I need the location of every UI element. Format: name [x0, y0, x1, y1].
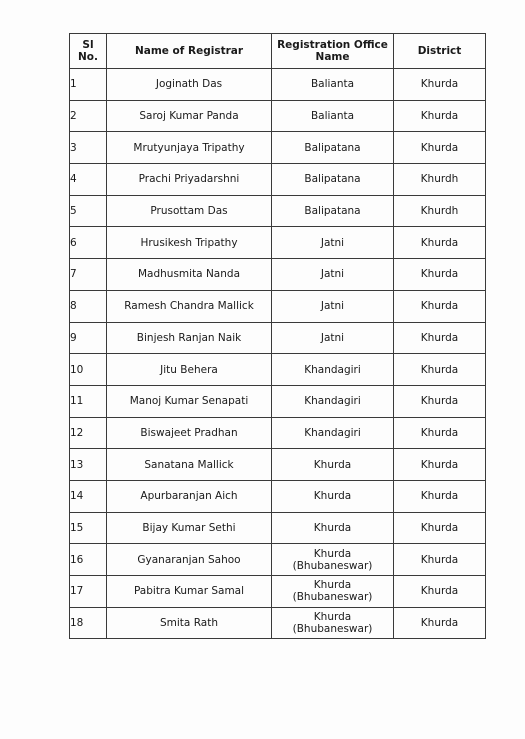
- cell-registrar-name: Sanatana Mallick: [107, 449, 272, 481]
- registrar-table: [69, 33, 486, 639]
- cell-district: Khurdh: [394, 164, 486, 196]
- header-sl-line-2: No.: [78, 51, 98, 63]
- header-name-of-registrar: Name of Registrar: [107, 34, 272, 69]
- cell-registration-office: Khandagiri: [272, 385, 394, 417]
- cell-district: Khurda: [394, 607, 486, 639]
- table-row: [70, 100, 486, 132]
- cell-sl-no: 14: [70, 480, 107, 512]
- cell-sl-no: 15: [70, 512, 107, 544]
- cell-district: Khurda: [394, 322, 486, 354]
- cell-registrar-name: Smita Rath: [107, 607, 272, 639]
- table-row: [70, 480, 486, 512]
- cell-district: Khurda: [394, 227, 486, 259]
- cell-registration-office: [272, 576, 394, 608]
- cell-registrar-name: Joginath Das: [107, 69, 272, 101]
- table-row: [70, 544, 486, 576]
- cell-sl-no: 4: [70, 164, 107, 196]
- header-registration-office: [272, 34, 394, 69]
- office-line: Khurda: [313, 547, 352, 560]
- cell-registration-office: Jatni: [272, 290, 394, 322]
- cell-district: Khurda: [394, 512, 486, 544]
- cell-registrar-name: Madhusmita Nanda: [107, 259, 272, 291]
- cell-registration-office: Khurda: [272, 480, 394, 512]
- cell-registration-office: Balipatana: [272, 132, 394, 164]
- cell-sl-no: 2: [70, 100, 107, 132]
- cell-sl-no: 1: [70, 69, 107, 101]
- table-row: [70, 576, 486, 608]
- cell-registration-office: Balipatana: [272, 164, 394, 196]
- header-sl-line-1: Sl: [82, 39, 94, 51]
- cell-registrar-name: Binjesh Ranjan Naik: [107, 322, 272, 354]
- cell-registration-office: [272, 607, 394, 639]
- table-row: [70, 259, 486, 291]
- cell-sl-no: 11: [70, 385, 107, 417]
- cell-sl-no: 5: [70, 195, 107, 227]
- cell-registrar-name: Hrusikesh Tripathy: [107, 227, 272, 259]
- cell-registrar-name: Apurbaranjan Aich: [107, 480, 272, 512]
- cell-sl-no: 13: [70, 449, 107, 481]
- cell-registrar-name: Gyanaranjan Sahoo: [107, 544, 272, 576]
- table-row: [70, 385, 486, 417]
- table-row: [70, 69, 486, 101]
- cell-district: Khurda: [394, 480, 486, 512]
- cell-district: Khurda: [394, 385, 486, 417]
- cell-sl-no: 6: [70, 227, 107, 259]
- cell-registration-office: Khandagiri: [272, 417, 394, 449]
- cell-registrar-name: Prachi Priyadarshni: [107, 164, 272, 196]
- cell-registrar-name: Ramesh Chandra Mallick: [107, 290, 272, 322]
- cell-sl-no: 17: [70, 576, 107, 608]
- header-office-line-1: Registration Office: [277, 39, 388, 51]
- office-line: (Bhubaneswar): [292, 623, 373, 636]
- office-line: (Bhubaneswar): [292, 591, 373, 604]
- table-row: [70, 354, 486, 386]
- table-row: [70, 512, 486, 544]
- office-line: Khurda: [313, 611, 352, 624]
- cell-sl-no: 9: [70, 322, 107, 354]
- cell-district: Khurda: [394, 417, 486, 449]
- table-row: [70, 607, 486, 639]
- cell-district: Khurda: [394, 290, 486, 322]
- table-row: [70, 417, 486, 449]
- table-row: [70, 322, 486, 354]
- cell-registration-office: Balianta: [272, 100, 394, 132]
- cell-district: Khurda: [394, 354, 486, 386]
- cell-registrar-name: Jitu Behera: [107, 354, 272, 386]
- cell-registrar-name: Prusottam Das: [107, 195, 272, 227]
- cell-district: Khurda: [394, 132, 486, 164]
- table-row: [70, 132, 486, 164]
- cell-district: Khurda: [394, 259, 486, 291]
- cell-sl-no: 3: [70, 132, 107, 164]
- cell-district: Khurda: [394, 100, 486, 132]
- table-row: [70, 290, 486, 322]
- table-row: [70, 195, 486, 227]
- table-row: [70, 449, 486, 481]
- cell-sl-no: 18: [70, 607, 107, 639]
- cell-district: Khurda: [394, 69, 486, 101]
- cell-sl-no: 12: [70, 417, 107, 449]
- cell-registration-office: Khandagiri: [272, 354, 394, 386]
- table-row: [70, 164, 486, 196]
- cell-registration-office: Jatni: [272, 259, 394, 291]
- cell-district: Khurda: [394, 449, 486, 481]
- cell-registrar-name: Pabitra Kumar Samal: [107, 576, 272, 608]
- cell-sl-no: 7: [70, 259, 107, 291]
- cell-registration-office: [272, 544, 394, 576]
- cell-district: Khurdh: [394, 195, 486, 227]
- table-row: [70, 227, 486, 259]
- cell-district: Khurda: [394, 576, 486, 608]
- header-sl-no: [70, 34, 107, 69]
- cell-registrar-name: Manoj Kumar Senapati: [107, 385, 272, 417]
- cell-registrar-name: Mrutyunjaya Tripathy: [107, 132, 272, 164]
- cell-sl-no: 16: [70, 544, 107, 576]
- cell-registration-office: Balianta: [272, 69, 394, 101]
- cell-registration-office: Khurda: [272, 449, 394, 481]
- cell-sl-no: 8: [70, 290, 107, 322]
- cell-registrar-name: Saroj Kumar Panda: [107, 100, 272, 132]
- cell-registration-office: Jatni: [272, 322, 394, 354]
- header-district: District: [394, 34, 486, 69]
- cell-district: Khurda: [394, 544, 486, 576]
- table-body: [70, 69, 486, 639]
- table-header-row: [70, 34, 486, 69]
- cell-registration-office: Khurda: [272, 512, 394, 544]
- cell-registrar-name: Bijay Kumar Sethi: [107, 512, 272, 544]
- cell-registration-office: Balipatana: [272, 195, 394, 227]
- cell-registrar-name: Biswajeet Pradhan: [107, 417, 272, 449]
- office-line: Khurda: [313, 579, 352, 592]
- header-office-line-2: Name: [315, 51, 350, 63]
- cell-sl-no: 10: [70, 354, 107, 386]
- cell-registration-office: Jatni: [272, 227, 394, 259]
- office-line: (Bhubaneswar): [292, 559, 373, 572]
